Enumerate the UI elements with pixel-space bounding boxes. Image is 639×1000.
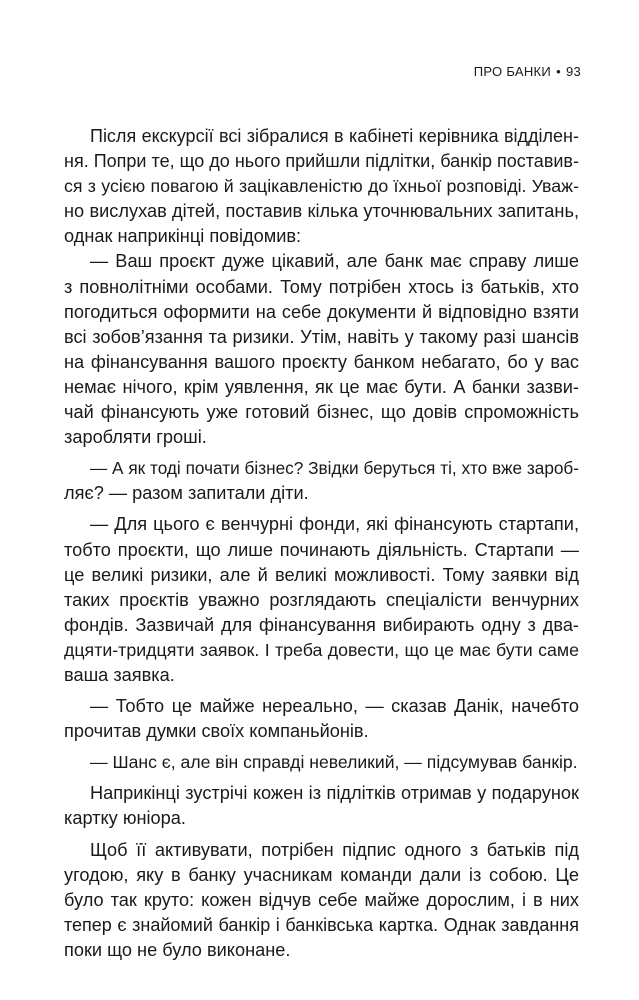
page-number: 93 bbox=[565, 64, 581, 79]
text-line: всі зобов’язання та ризики. Утім, навіть у такому разі шансів bbox=[64, 326, 579, 347]
text-line: ваша заявка. bbox=[64, 664, 175, 685]
text-line: Щоб її активувати, потрібен підпис одного з батьків під bbox=[90, 839, 579, 860]
text-line: — Для цього є венчурні фонди, які фінансують стартапи, bbox=[90, 514, 579, 535]
text-line: з повнолітніми особами. Тому потрібен хтось із батьків, хто bbox=[64, 276, 579, 297]
text-line: на фінансування вашого проєкту банком небагато, бо у вас bbox=[64, 351, 579, 372]
text-line: тепер є знайомий банкір і банківська картка. Однак завдання bbox=[64, 914, 579, 935]
text-line: чай фінансують уже готовий бізнес, що довів спроможність bbox=[64, 402, 579, 423]
text-line: заробляти гроші. bbox=[64, 427, 207, 448]
text-line: було так круто: кожен відчув себе майже дорослим, і в них bbox=[64, 889, 579, 910]
text-line: прочитав думки своїх компаньйонів. bbox=[64, 721, 369, 742]
text-line: — Тобто це майже нереально, — сказав Данік, начебто bbox=[90, 696, 579, 717]
text-line: поки що не було виконане. bbox=[64, 939, 291, 960]
text-line: — Шанс є, але він справді невеликий, — підсумував банкір. bbox=[90, 752, 578, 773]
text-line: но вислухав дітей, поставив кілька уточнювальних запитань, bbox=[64, 201, 579, 222]
section-title: ПРО БАНКИ bbox=[473, 64, 552, 79]
text-line: ляє? — разом запитали діти. bbox=[64, 483, 309, 504]
text-line: дцяти-тридцяти заявок. І треба довести, що це має бути саме bbox=[64, 639, 579, 660]
text-line: таких проєктів уважно розглядають спеціалісти венчурних bbox=[64, 589, 579, 610]
text-line: фондів. Зазвичай для фінансування вибирають одну з два- bbox=[64, 614, 579, 635]
text-line: ня. Попри те, що до нього прийшли підлітки, банкір поставив- bbox=[64, 151, 579, 172]
body-text bbox=[64, 124, 579, 963]
running-head bbox=[474, 64, 581, 79]
text-line: картку юніора. bbox=[64, 808, 186, 829]
text-line: це великі ризики, але й великі можливості. Тому заявки від bbox=[64, 564, 579, 585]
separator-bullet: • bbox=[556, 64, 561, 79]
text-line: тобто проєкти, що лише починають діяльність. Стартапи — bbox=[64, 539, 579, 560]
text-line: — А як тоді почати бізнес? Звідки беруться ті, хто вже зароб- bbox=[90, 458, 579, 479]
text-line: Після екскурсії всі зібралися в кабінеті керівника відділен- bbox=[90, 126, 579, 146]
text-line: немає нічого, крім уявлення, як це має бути. А банки зазви- bbox=[64, 376, 579, 397]
text-line: угодою, яку в банку учасникам команди дали із собою. Це bbox=[64, 864, 579, 885]
text-line: — Ваш проєкт дуже цікавий, але банк має справу лише bbox=[90, 251, 579, 272]
text-line: погодиться оформити на себе документи й відповідно взяти bbox=[64, 301, 579, 322]
text-line: ся з усією повагою й зацікавленістю до їхньої розповіді. Уваж- bbox=[64, 176, 579, 197]
text-line: Наприкінці зустрічі кожен із підлітків отримав у подарунок bbox=[90, 783, 579, 804]
text-line: однак наприкінці повідомив: bbox=[64, 226, 302, 247]
